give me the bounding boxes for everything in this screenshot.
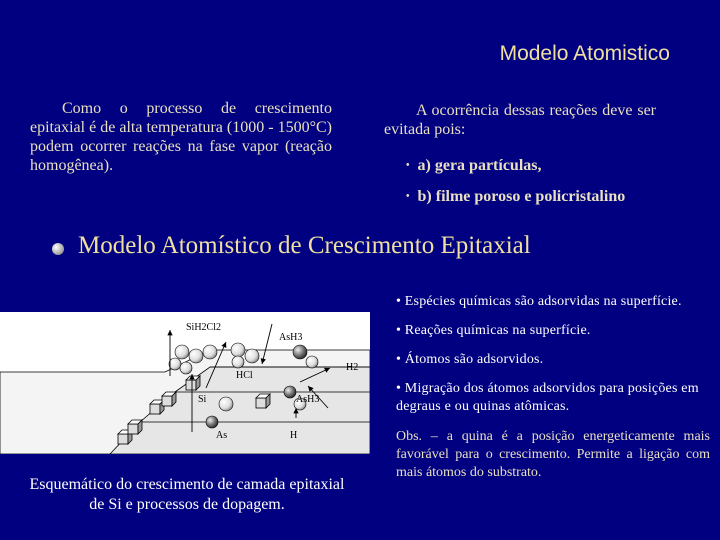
list-item: • Espécies químicas são adsorvidas na superfície. [396, 294, 682, 309]
bullet-text: a) gera partículas, [417, 157, 542, 174]
obs-note: Obs. – a quina é a posição energeticamente mais favorável para o crescimento. Permite a ligação com mais átomos do substrato. [396, 429, 710, 480]
bullet-particles [406, 157, 542, 175]
right-paragraph: A ocorrência dessas reações deve ser evitada pois: [384, 102, 656, 138]
list-item: • Migração dos átomos adsorvidos para posições em degraus e ou quinas atômicas. [396, 381, 699, 414]
left-paragraph: Como o processo de crescimento epitaxial é de alta temperatura (1000 - 1500°C) podem ocorrer reações na fase vapor (reação homogênea). [30, 100, 332, 174]
label-si: Si [198, 394, 207, 405]
label-h: H [290, 430, 298, 441]
section-heading [52, 232, 531, 260]
label-ash3-bottom: AsH3 [296, 394, 320, 405]
label-sih2cl2: SiH2Cl2 [186, 322, 222, 333]
diagram-caption: Esquemático do crescimento de camada epitaxial de Si e processos de dopagem. [29, 476, 345, 513]
list-item: • Reações químicas na superfície. [396, 323, 591, 338]
bullet-ball-icon [52, 243, 64, 255]
section-heading-text: Modelo Atomístico de Crescimento Epitaxial [78, 232, 531, 259]
bullet-porous-film [406, 188, 625, 206]
bullet-text: b) filme poroso e policristalino [417, 188, 626, 205]
list-item: • Átomos são adsorvidos. [396, 352, 544, 367]
label-h2: H2 [346, 362, 359, 373]
slide-title: Modelo Atomistico [499, 42, 670, 65]
epitaxial-growth-diagram [0, 312, 370, 454]
bullet-dot-icon: • [406, 191, 410, 202]
label-ash3-top: AsH3 [279, 332, 303, 343]
label-as: As [216, 430, 228, 441]
label-hcl: HCl [236, 370, 253, 381]
bullet-dot-icon: • [406, 160, 410, 171]
